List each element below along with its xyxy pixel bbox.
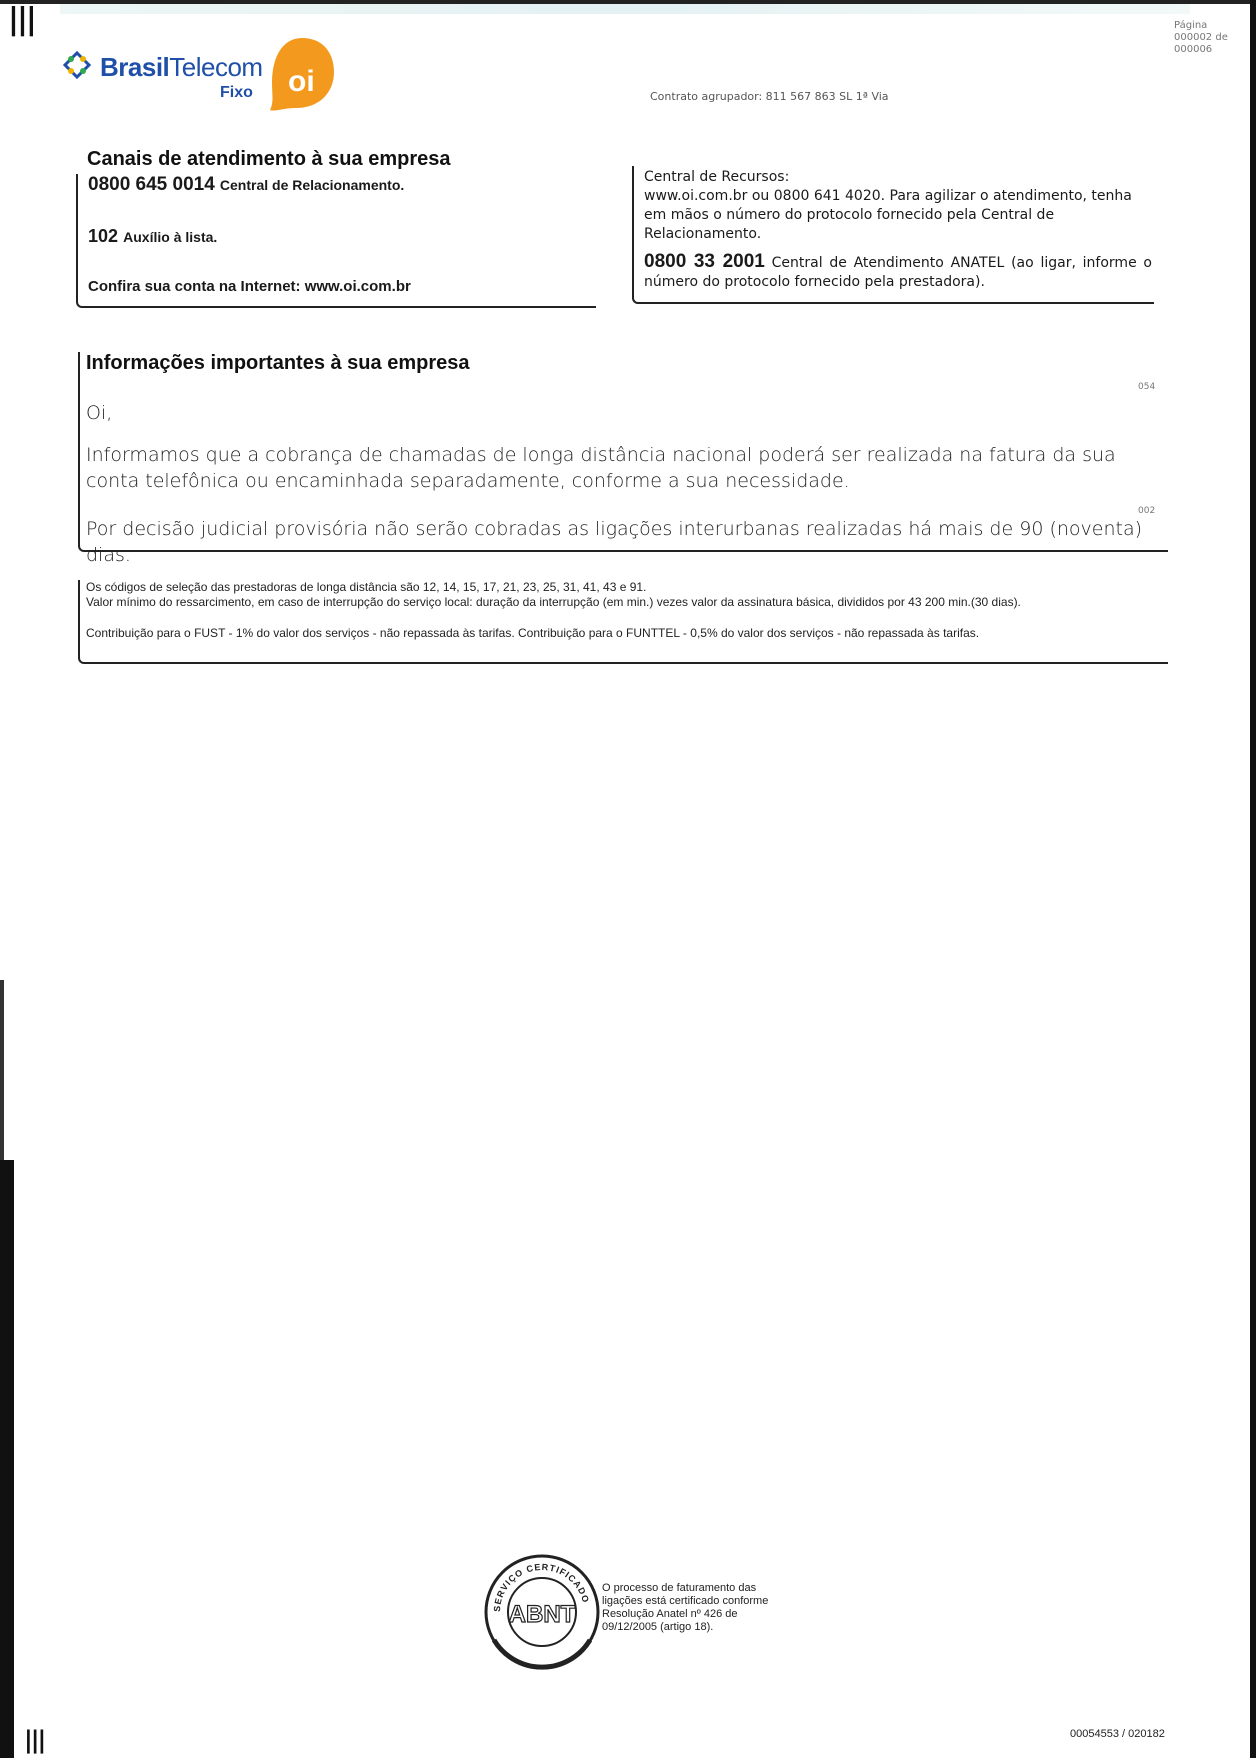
informacoes-box xyxy=(78,352,1168,566)
certificacao-text: O processo de faturamento das ligações está certificado conforme Resolução Anatel nº 426 de 09/12/2005 (artigo 18). xyxy=(602,1582,769,1633)
auxilio-lista xyxy=(88,226,217,247)
informacoes-title: Informações importantes à sua empresa xyxy=(86,352,470,374)
page-indicator: Página 000002 de 000006 xyxy=(1174,20,1228,55)
registration-marks-top: ||| xyxy=(8,2,35,37)
informacoes-greeting: Oi, xyxy=(86,402,113,424)
auxilio-lista-label: Auxílio à lista. xyxy=(123,229,218,245)
brasil-telecom-icon xyxy=(62,50,92,80)
abnt-seal xyxy=(480,1550,600,1675)
central-relacionamento-phone: 0800 645 0014 xyxy=(88,174,215,195)
informacoes-code-mid: 002 xyxy=(1138,506,1156,516)
brasil-telecom-logo xyxy=(62,48,262,108)
registration-marks-bottom: ||| xyxy=(24,1726,45,1754)
scan-right-edge xyxy=(1250,0,1256,1758)
nota-fust-funttel: Contribuição para o FUST - 1% do valor dos serviços - não repassada às tarifas. Contribuição para o FUNTTEL - 0,5% do valor dos serviços - não repassada às tarifas. xyxy=(86,626,980,640)
abnt-seal-ring-text: SERVIÇO CERTIFICADO xyxy=(491,1561,592,1613)
oi-logo xyxy=(266,36,336,112)
recursos-text: www.oi.com.br ou 0800 641 4020. Para agilizar o atendimento, tenha em mãos o número do protocolo fornecido pela Central de Relacionamento. xyxy=(644,188,1132,242)
central-relacionamento xyxy=(88,174,404,196)
scan-top-strip xyxy=(60,4,1190,14)
auxilio-lista-phone: 102 xyxy=(88,226,119,246)
brasil-telecom-wordmark: BrasilTelecom xyxy=(100,52,263,82)
canais-title: Canais de atendimento à sua empresa xyxy=(87,148,451,170)
informacoes-paragraph-2: Por decisão judicial provisória não serão cobradas as ligações interurbanas realizadas há mais de 90 (noventa) dias. xyxy=(86,518,1143,566)
nota-codigos: Os códigos de seleção das prestadoras de longa distância são 12, 14, 15, 17, 21, 23, 25, 31, 41, 43 e 91. xyxy=(86,580,647,594)
contract-number: Contrato agrupador: 811 567 863 SL 1ª Via xyxy=(650,90,889,103)
internet-link-text: Confira sua conta na Internet: www.oi.com.br xyxy=(88,278,411,295)
anatel-info xyxy=(644,252,1152,292)
scan-left-edge-upper xyxy=(0,980,4,1160)
abnt-seal-center-text: ABNT xyxy=(508,1601,576,1628)
brasil-telecom-fixo: Fixo xyxy=(220,84,253,101)
anatel-phone: 0800 33 2001 xyxy=(644,251,765,272)
notas-box xyxy=(78,580,1168,664)
informacoes-code-top: 054 xyxy=(1138,382,1156,392)
recursos-box xyxy=(632,166,1154,304)
anatel-text: Central de Atendimento ANATEL (ao ligar, informe o número do protocolo fornecido pela prestadora). xyxy=(644,255,1152,290)
canais-box xyxy=(76,174,596,308)
document-number: 00054553 / 020182 xyxy=(1070,1728,1165,1740)
central-relacionamento-label: Central de Relacionamento. xyxy=(219,177,405,193)
oi-logo-text: oi xyxy=(288,65,315,98)
nota-ressarcimento: Valor mínimo do ressarcimento, em caso de interrupção do serviço local: duração da interrupção (em min.) vezes valor da assinatura básica, divididos por 43 200 min.(30 dias). xyxy=(86,595,1021,609)
informacoes-paragraph-1: Informamos que a cobrança de chamadas de longa distância nacional poderá ser realizada na fatura da sua conta telefônica ou encaminhada separadamente, conforme a sua necessidade. xyxy=(86,444,1116,492)
scan-left-edge xyxy=(0,1160,14,1758)
recursos-heading: Central de Recursos: xyxy=(644,169,790,185)
